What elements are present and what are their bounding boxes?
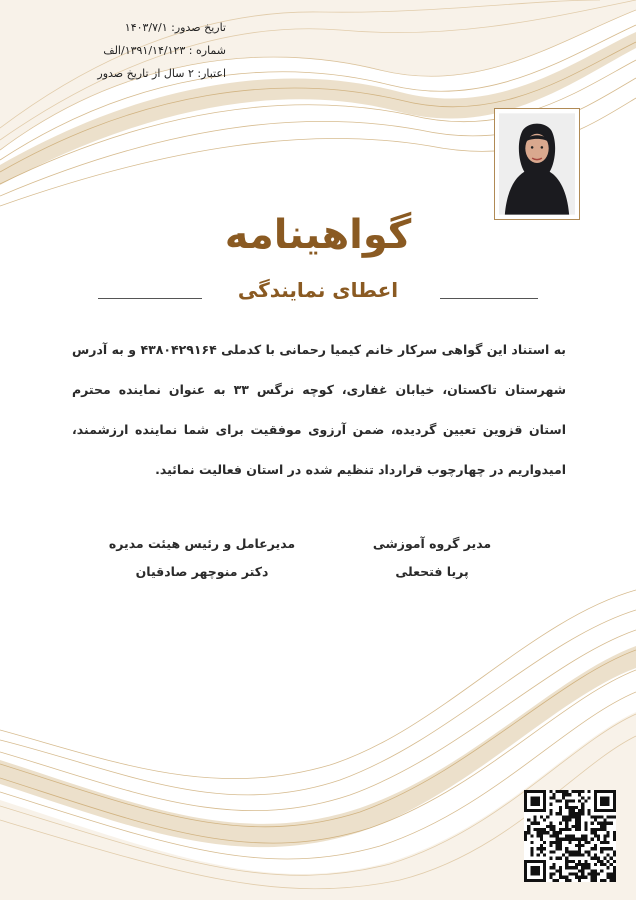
signature-ceo	[90, 530, 314, 586]
qr-code-graphic	[524, 790, 616, 882]
qr-finder-pattern	[524, 790, 546, 812]
subtitle-divider-left	[98, 298, 202, 299]
signature-name: دکتر منوچهر صادقیان	[135, 564, 269, 579]
portrait-photo	[494, 108, 580, 220]
certificate-body: به استناد این گواهی سرکار خانم کیمیا رحمانی با کدملی ۴۳۸۰۴۲۹۱۶۴ و به آدرس شهرستان تاکستان، خیابان غفاری، کوچه نرگس ۳۳ به عنوان نماینده محترم استان قزوین تعیین گردیده، ضمن آرزوی موفقیت برای شما نماینده ارزشمند، امیدواریم در چهارچوب قرارداد تنظیم شده در استان فعالیت نمائید.	[72, 342, 566, 477]
qr-code-icon	[524, 790, 616, 882]
signature-role: مدیر گروه آموزشی	[372, 536, 492, 551]
document-number: شماره : ۱۳۹۱/۱۴/۱۲۳/الف	[103, 44, 226, 57]
subtitle-divider-right	[440, 298, 538, 299]
signature-name: پریا فتحعلی	[395, 564, 469, 579]
document-meta	[26, 16, 226, 85]
certificate-subtitle: اعطای نمایندگی	[237, 278, 399, 302]
qr-finder-pattern	[594, 790, 616, 812]
certificate-title: گواهینامه	[224, 212, 412, 258]
issue-date: تاریخ صدور: ۱۴۰۳/۷/۱	[124, 21, 226, 34]
portrait-illustration	[499, 113, 575, 215]
validity-period: اعتبار: ۲ سال از تاریخ صدور	[97, 67, 226, 80]
signature-role: مدیرعامل و رئیس هیئت مدیره	[108, 536, 296, 551]
qr-finder-pattern	[524, 860, 546, 882]
signature-education-manager	[352, 530, 512, 586]
